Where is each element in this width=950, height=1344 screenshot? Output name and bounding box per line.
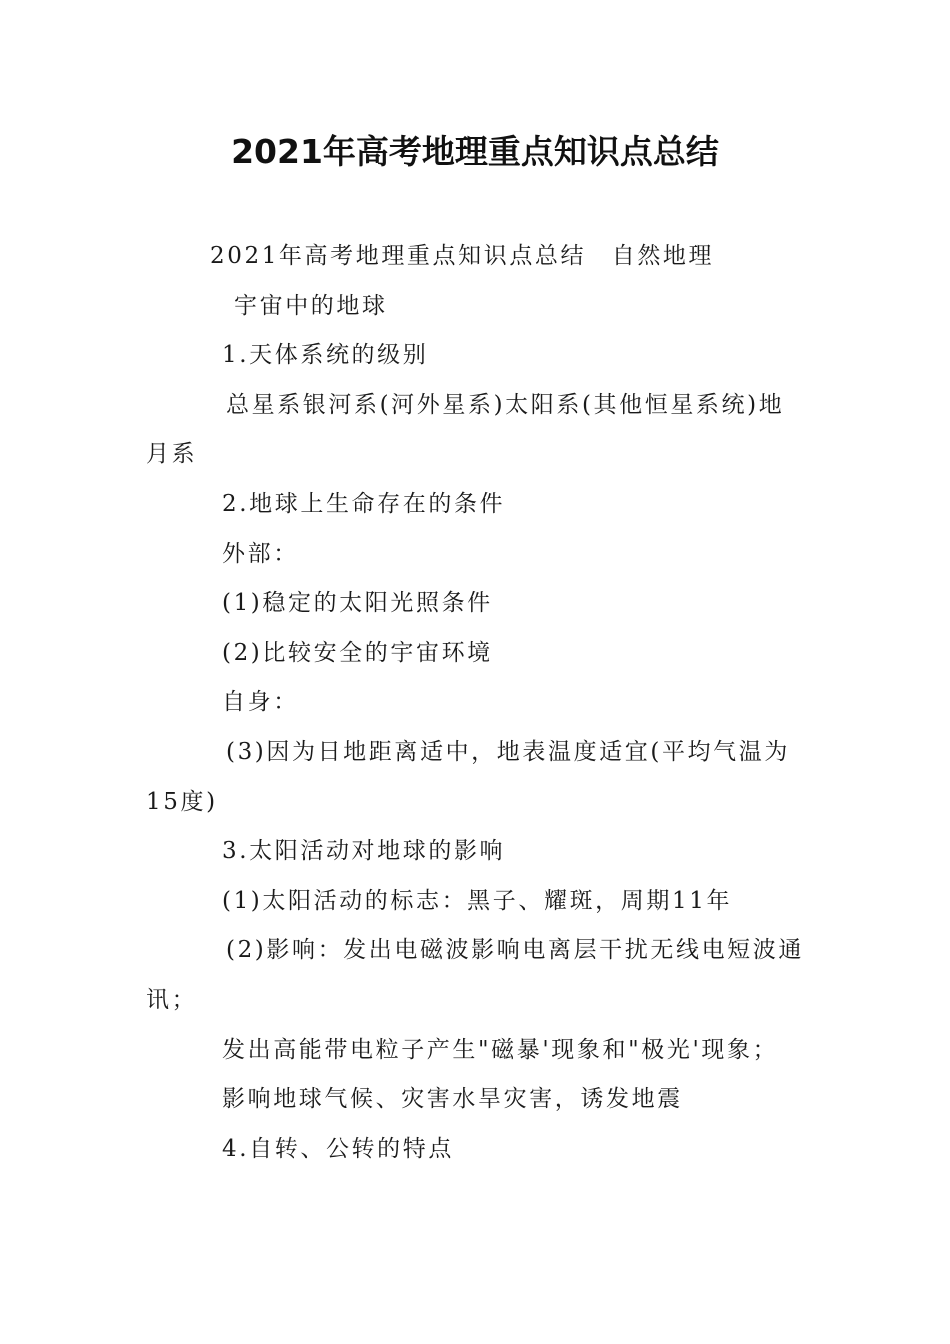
list-item: (2)比较安全的宇宙环境 — [222, 639, 493, 666]
list-item: 1.天体系统的级别 — [222, 342, 429, 369]
paragraph-line: 影响地球气候、灾害水旱灾害，诱发地震 — [222, 1086, 683, 1113]
paragraph-line: 15度) — [146, 788, 218, 815]
list-item: 4.自转、公转的特点 — [222, 1135, 454, 1162]
paragraph-line: 外部： — [222, 540, 299, 567]
intro-line: 2021年高考地理重点知识点总结 自然地理 — [210, 243, 715, 269]
paragraph-line: 讯； — [146, 986, 198, 1013]
list-item: 3.太阳活动对地球的影响 — [222, 838, 506, 865]
list-item: (3)因为日地距离适中，地表温度适宜(平均气温为 — [226, 738, 790, 765]
list-item: (1)太阳活动的标志：黑子、耀斑，周期11年 — [222, 887, 733, 914]
document-body — [146, 232, 806, 1174]
list-item: 2.地球上生命存在的条件 — [222, 490, 506, 517]
list-item: (2)影响：发出电磁波影响电离层干扰无线电短波通 — [226, 937, 804, 964]
paragraph-line: 自身： — [222, 689, 299, 716]
list-item: (1)稳定的太阳光照条件 — [222, 590, 493, 617]
paragraph-line: 总星系银河系(河外星系)太阳系(其他恒星系统)地 — [226, 391, 785, 418]
document-title: 2021年高考地理重点知识点总结 — [231, 132, 719, 171]
paragraph-line: 月系 — [146, 441, 198, 468]
section-heading: 宇宙中的地球 — [234, 292, 388, 319]
paragraph-line: 发出高能带电粒子产生"磁暴'现象和"极光'现象； — [222, 1036, 779, 1063]
